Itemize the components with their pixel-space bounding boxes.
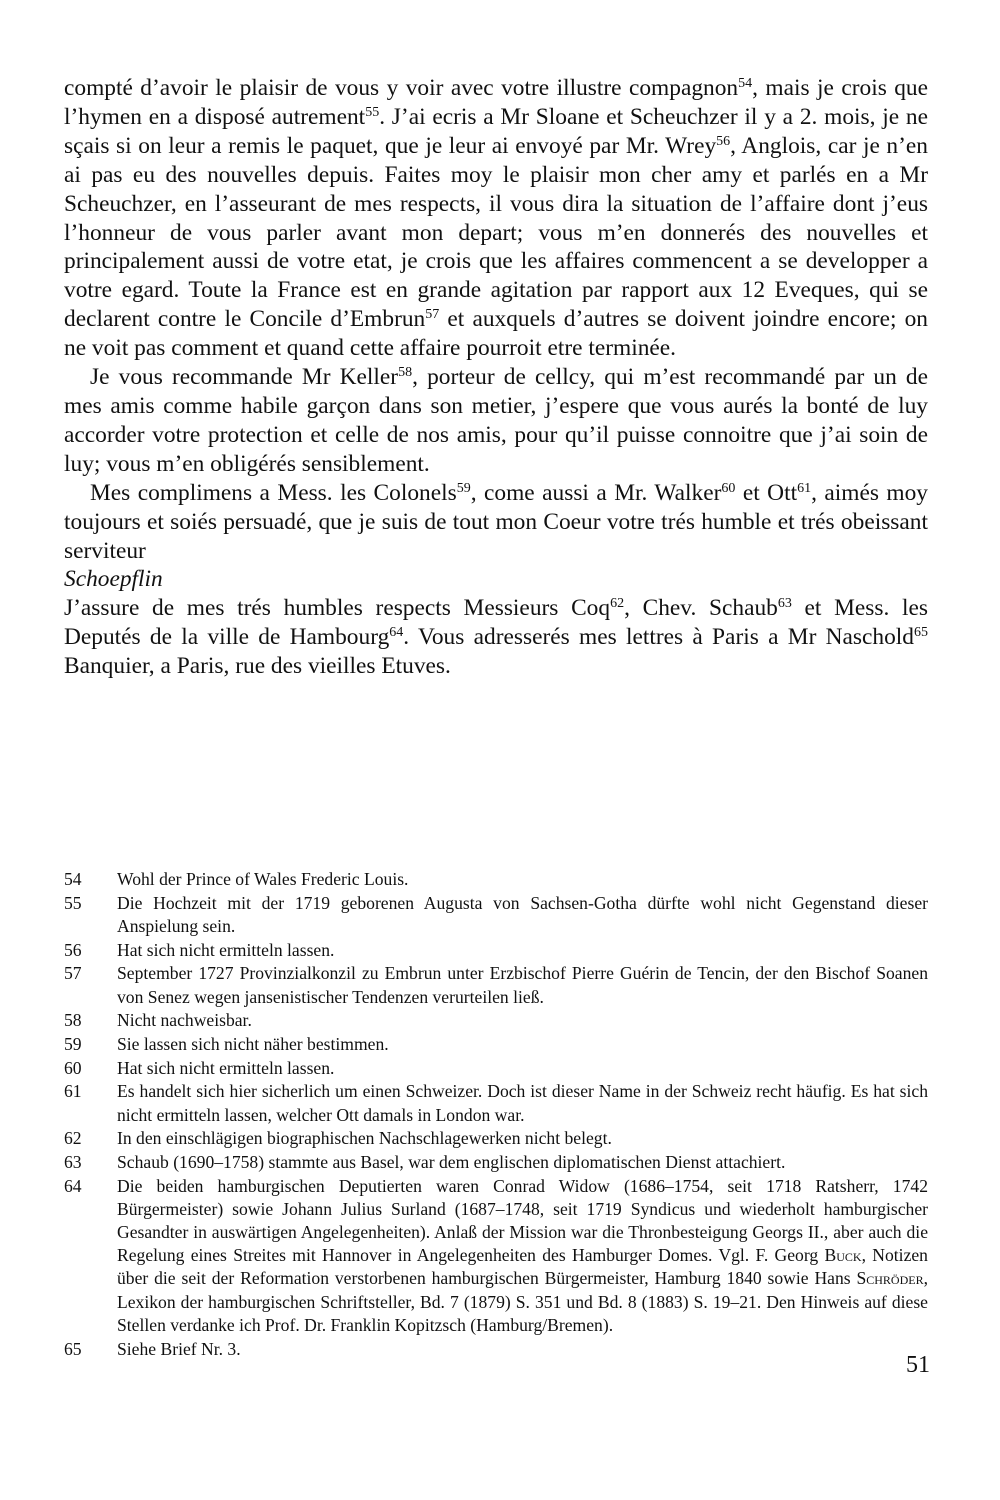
- footnote: [64, 1338, 928, 1361]
- footnote-text: Nicht nachweisbar.: [117, 1010, 252, 1031]
- postscript: J’assure de mes trés humbles respects Messieurs Coq$^{62}$, Chev. Schaub$^{63}$ et Mess. les Deputés de la ville de Hambourg$^{64}$. Vous adresserés mes lettres à Paris a Mr Naschold$^{65}$ Banquier, a Paris, rue des vieilles Etuves.: [64, 595, 928, 680]
- footnote-ref[interactable]: 54: [738, 76, 753, 91]
- author-name: Buck: [824, 1245, 862, 1266]
- footnote-number: 56: [64, 939, 82, 960]
- footnote-ref[interactable]: 65: [913, 625, 928, 641]
- signature: Schoepflin: [64, 566, 163, 593]
- letter-paragraph-2: Je vous recommande Mr Keller$^{58}$, porteur de cellcy, qui m’est recommandé par un de mes amis comme habile garçon dans son metier, j’espere que vous aurés la bonté de luy accorder votre protection et celle de nos amis, pour qu’il puisse connoitre que j’ai soin de luy; vous m’en obligérés sensiblement.: [64, 364, 928, 477]
- footnote: [64, 939, 928, 962]
- footnote-text: Hat sich nicht ermitteln lassen.: [117, 1057, 335, 1078]
- footnote: [64, 1127, 928, 1150]
- footnote-text: Wohl der Prince of Wales Frederic Louis.: [117, 869, 409, 889]
- footnote-text: Siehe Brief Nr. 3.: [117, 1338, 241, 1359]
- footnote: [64, 962, 928, 1008]
- footnote-text: Es handelt sich hier sicherlich um einen Schweizer. Doch ist dieser Name in der Schweiz recht häufig. Es hat sich nicht ermitteln lassen, welcher Ott damals in London war.: [117, 1081, 928, 1125]
- author-name: Schröder: [856, 1268, 924, 1289]
- footnote-number: 64: [64, 1175, 82, 1196]
- footnote: [64, 1033, 928, 1056]
- letter-paragraph-1: compté d’avoir le plaisir de vous y voir avec votre illustre compagnon$^{54}$, mais je crois que l’hymen en a disposé autrement$^{55}$. J’ai ecris a Mr Sloane et Scheuchzer il y a 2. mois, je ne sçais si on leur a remis le paquet, que je leur ai envoyé par Mr. Wrey$^{56}$, Anglois, car je n’en ai pas eu des nouvelles depuis. Faites moy le plaisir mon cher amy et parlés en a Mr Scheuchzer, en l’asseurant de mes respects, il vous dira la situation de l’affaire dont j’eus l’honneur de vous parler avant mon depart; vous m’en donnerés des nouvelles et principalement aussi de votre etat, je crois que les affaires commencent a se developper a votre egard. Toute la France est en grande agitation par rapport aux 12 Eveques, qui se declarent contre le Concile d’Embrun$^{57}$ et auxquels d’autres se doivent joindre encore; on ne voit pas comment et quand cette affaire pourroit etre terminée.: [64, 75, 929, 362]
- footnote: [64, 868, 928, 891]
- footnote-number: 60: [64, 1057, 82, 1078]
- footnote-ref[interactable]: 61: [797, 480, 812, 496]
- footnote: [64, 1175, 928, 1337]
- footnote-number: 58: [64, 1010, 82, 1031]
- footnote-number: 63: [64, 1151, 82, 1172]
- footnote-number: 59: [64, 1033, 82, 1054]
- footnote-text: Schaub (1690–1758) stammte aus Basel, war dem englischen diplomatischen Dienst attachiert.: [117, 1151, 786, 1172]
- footnote-ref[interactable]: 60: [721, 480, 736, 496]
- footnote-number: 61: [64, 1081, 82, 1102]
- footnote: [64, 1057, 928, 1080]
- footnote-ref[interactable]: 57: [425, 307, 440, 323]
- footnote-text: September 1727 Provinzialkonzil zu Embrun unter Erzbischof Pierre Guérin de Tencin, der den Bischof Soanen von Senez wegen jansenistischer Tendenzen verurteilen ließ.: [117, 963, 928, 1007]
- footnote-text: Die Hochzeit mit der 1719 geborenen Augusta von Sachsen-Gotha dürfte wohl nicht Gegenstand dieser Anspielung sein.: [117, 892, 928, 936]
- footnote: [64, 892, 928, 938]
- footnote-text: Sie lassen sich nicht näher bestimmen.: [117, 1033, 389, 1054]
- footnote-text: In den einschlägigen biographischen Nachschlagewerken nicht belegt.: [117, 1128, 612, 1149]
- footnote-ref[interactable]: 55: [365, 104, 380, 120]
- footnote: [64, 1009, 928, 1032]
- footnote-number: 65: [64, 1338, 82, 1359]
- footnote-number: 62: [64, 1128, 82, 1149]
- footnote-number: 55: [64, 892, 82, 913]
- footnote-ref[interactable]: 64: [389, 625, 404, 641]
- footnote-text: Die beiden hamburgischen Deputierten waren Conrad Widow (1686–1754, seit 1718 Ratsherr, 1742 Bürgermeister) sowie Johann Julius Surland (1687–1748, seit 1719 Syndicus und wiederholt hamburgischer Gesandter in auswärtigen Angelegenheiten). Anlaß der Mission war die Thronbesteigung Georgs II., aber auch die Regelung eines Streites mit Hannover in Angelegenheiten des Hamburger Domes. Vgl. F. Georg Buck, Notizen über die seit der Reformation verstorbenen hamburgischen Bürgermeister, Hamburg 1840 sowie Hans Schröder, Lexikon der hamburgischen Schriftsteller, Bd. 7 (1879) S. 351 und Bd. 8 (1883) S. 19–21. Den Hinweis auf diese Stellen verdanke ich Prof. Dr. Franklin Kopitzsch (Hamburg/Bremen).: [117, 1175, 928, 1335]
- letter-body: [64, 74, 928, 681]
- footnote: [64, 1151, 928, 1174]
- page-number: 51: [906, 1352, 930, 1378]
- footnote-ref[interactable]: 56: [716, 133, 731, 149]
- footnotes-section: [64, 868, 928, 1361]
- footnote-number: 57: [64, 963, 82, 984]
- footnote: [64, 1080, 928, 1126]
- footnote-ref[interactable]: 63: [777, 596, 792, 612]
- footnote-number: 54: [64, 869, 82, 889]
- footnote-ref[interactable]: 59: [456, 480, 471, 496]
- footnote-ref[interactable]: 58: [398, 365, 413, 381]
- letter-paragraph-3: Mes complimens a Mess. les Colonels$^{59}$, come aussi a Mr. Walker$^{60}$ et Ott$^{61}$, aimés moy toujours et soiés persuadé, que je suis de tout mon Coeur votre trés humble et trés obeissant serviteur: [64, 479, 928, 564]
- footnote-ref[interactable]: 62: [610, 596, 625, 612]
- footnote-text: Hat sich nicht ermitteln lassen.: [117, 939, 335, 960]
